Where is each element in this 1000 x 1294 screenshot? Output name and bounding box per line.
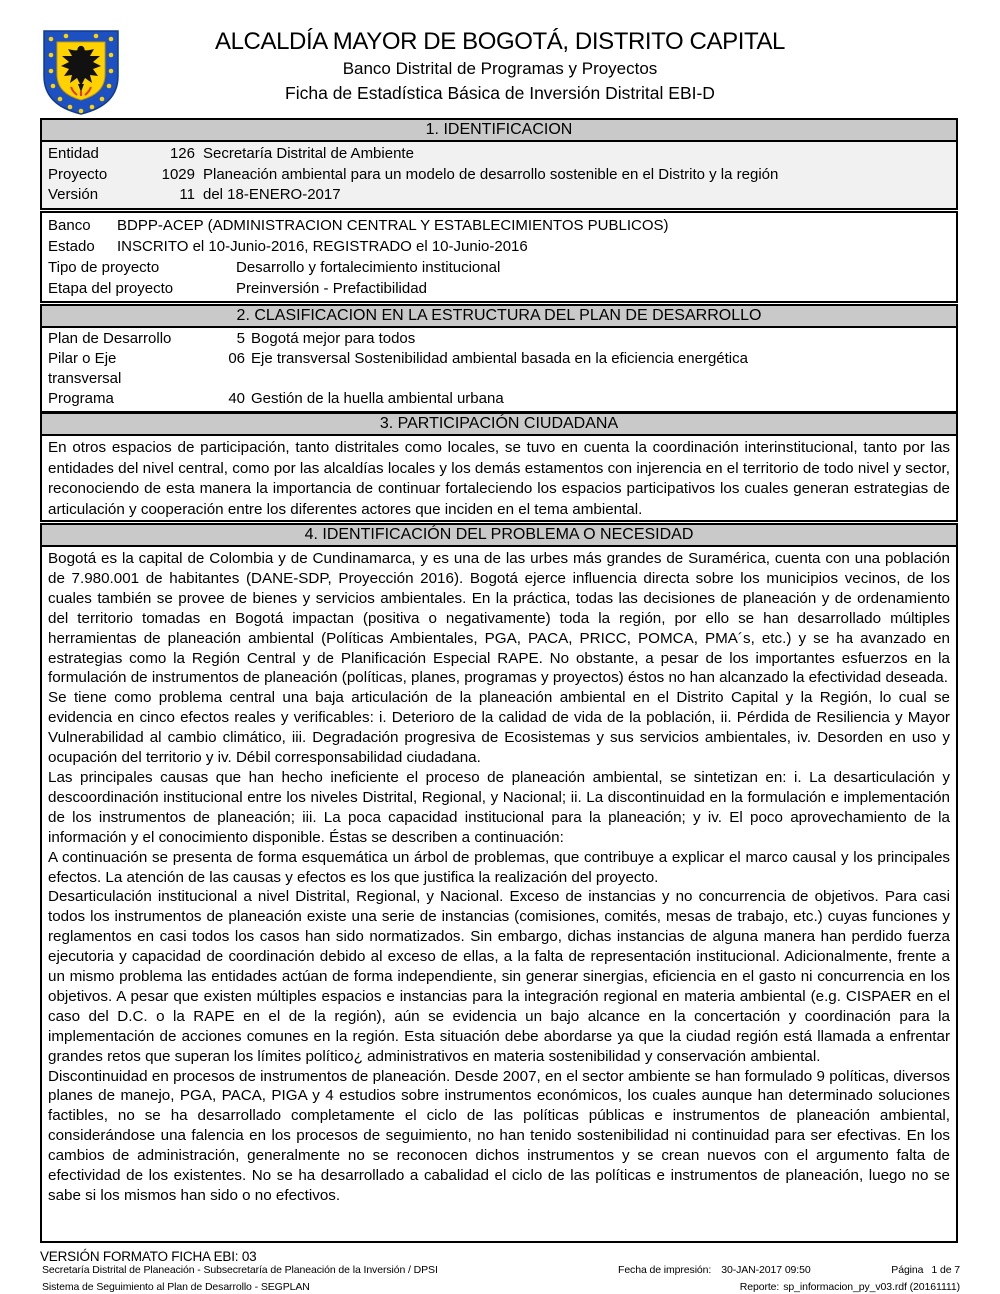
page-value: 1 de 7 — [931, 1264, 960, 1276]
field-label: Etapa del proyecto — [48, 280, 174, 297]
field-row-plan-de-desarrollo — [48, 329, 950, 349]
field-row-entidad — [48, 144, 950, 165]
section-classification — [40, 304, 958, 413]
section-3-title: 3. PARTICIPACIÓN CIUDADANA — [42, 414, 956, 436]
problem-body — [42, 547, 956, 1241]
problem-paragraph: Bogotá es la capital de Colombia y de Cundinamarca, y es una de las urbes más grandes de Suramérica, cuenta con una población de 7.980.001 de habitantes (DANE-SDP, Proyección 2016). Bogotá ejerce influencia directa sobre los municipios vecinos, de los cuales también se provee de bienes y servicios ambientales. En la práctica, todas las decisiones de planeación y de ordenamiento del territorio tomadas en Bogotá impactan (positiva o negativamente) toda la región, por ello se han desarrollado múltiples herramientas de planeación ambiental (Políticas Ambientales, PGA, PACA, PRICC, POMCA, PMA´s, etc.) y se ha avanzado en estrategias como la Región Central y de Planificación Especial RAPE. No obstante, a pesar de los importantes esfuerzos en la formulación de instrumentos de planeación (políticas, planes, programas y proyectos) éstos no han alcanzado la efectividad deseada. — [48, 550, 950, 687]
section-identificacion-problema — [40, 523, 958, 1243]
field-label: Proyecto — [48, 165, 108, 183]
field-label: Pilar o Eje transversal — [48, 350, 122, 387]
field-label: Entidad — [48, 145, 99, 162]
identification-rows — [42, 142, 956, 208]
field-value: Gestión de la huella ambiental urbana — [251, 390, 504, 407]
print-date-value: 30-JAN-2017 09:50 — [721, 1264, 811, 1276]
classification-rows — [42, 328, 956, 411]
field-row-etapa-del-proyecto — [48, 278, 950, 299]
page-label: Página — [891, 1264, 924, 1276]
footer-report — [740, 1281, 960, 1293]
field-value: INSCRITO el 10-Junio-2016, REGISTRADO el 10-Junio-2016 — [117, 238, 528, 255]
field-row-programa — [48, 389, 950, 409]
field-label: Programa — [48, 390, 114, 407]
field-value: Eje transversal Sostenibilidad ambiental basada en la eficiencia energética — [251, 350, 748, 367]
field-value: Desarrollo y fortalecimiento institucional — [236, 259, 501, 276]
field-label: Tipo de proyecto — [48, 259, 160, 276]
problem-paragraph: Se tiene como problema central una baja articulación de la planeación ambiental en el Distrito Capital y la Región, lo cual se evidencia en cinco efectos reales y verificables: i. Deterioro de la calidad de vida de la población, ii. Pérdida de Resiliencia y Mayor Vulnerabilidad al cambio climático, iii. Degradación progresiva de Ecosistemas y sus servicios ambientales, iv. Desorden en uso y ocupación del territorio y iv. Débil corresponsabilidad ciudadana. — [48, 689, 950, 767]
field-code: 06 — [228, 350, 245, 367]
format-version-line: VERSIÓN FORMATO FICHA EBI: 03 — [40, 1249, 257, 1264]
field-label: Plan de Desarrollo — [48, 330, 172, 347]
footer-print-date — [618, 1264, 811, 1276]
field-row-pilar-o-eje — [48, 349, 950, 389]
section-1-title: 1. IDENTIFICACION — [42, 120, 956, 142]
section-identification — [40, 118, 958, 210]
field-row-proyecto — [48, 165, 950, 186]
section-participacion-ciudadana — [40, 412, 958, 522]
section-4-title: 4. IDENTIFICACIÓN DEL PROBLEMA O NECESIDAD — [42, 525, 956, 547]
field-label: Estado — [48, 238, 95, 255]
field-row-version — [48, 185, 950, 206]
field-label: Versión — [48, 186, 99, 203]
field-code: 11 — [179, 186, 195, 203]
document-header — [130, 28, 870, 104]
problem-paragraph: Desarticulación institucional a nivel Distrital, Regional, y Nacional. Exceso de instancias y no concurrencia de objetivos. Para casi todos los instrumentos de planeación existe una serie de instancias (comisiones, comités, mesas de trabajo, etc.) cuyas funciones y reglamentos en casi todos los casos han sido normatizados. Sin embargo, dichas instancias de alguna manera han perdido fuerza ejecutoria y capacidad de coordinación debido al exceso de ellas, a la falta de representación institucional. Adicionalmente, frente a un mismo problema las entidades actúan de forma independiente, sin generar sinergias, eficiencia en el gasto ni concurrencia en los objetivos. A pesar que existen múltiples espacios e instancias para la integración regional en materia ambiental (e.g. CISPAER en el caso del D.C. o la RAPE en el de la región), aún se evidencia un bajo alcance en la concertación y coordinación para la implementación de acciones comunes en la región. Esta situación debe abordarse ya que la ciudad región está llamada a enfrentar grandes retos que superan los límites político¿ administrativos en materia sostenibilidad y conservación ambiental. — [48, 888, 950, 1065]
field-label: Banco — [48, 217, 91, 234]
footer-entity-line: Secretaría Distrital de Planeación - Subsecretaría de Planeación de la Inversión / DPSI — [42, 1264, 438, 1276]
field-value: BDPP-ACEP (ADMINISTRACION CENTRAL Y ESTABLECIMIENTOS PUBLICOS) — [117, 217, 669, 234]
field-row-estado — [48, 236, 950, 257]
document-title: ALCALDÍA MAYOR DE BOGOTÁ, DISTRITO CAPITAL — [215, 28, 785, 55]
problem-paragraph: Discontinuidad en procesos de instrumentos de planeación. Desde 2007, en el sector ambiente se han formulado 9 políticas, diversos planes de manejo, PGA, PACA, PIGA y 4 estudios sobre instrumentos económicos, los cuales aunque han determinado soluciones factibles, no se ha desarrollado completamente el ciclo de las políticas públicas e instrumentos de planeación ambiental, considerándose una falencia en los procesos de seguimiento, no han tenido sostenibilidad ni continuidad para ser efectivas. En los cambios de administración, generalmente no se reconocen dichos instrumentos y se crean nuevos con el argumento falta de efectividad de los existentes. No se ha desarrollado a cabalidad el ciclo de las políticas e instrumentos de planeación, luego no se sabe si los mismos han sido o no efectivos. — [48, 1067, 950, 1204]
field-row-banco — [48, 215, 950, 236]
problem-paragraph: A continuación se presenta de forma esquemática un árbol de problemas, que contribuye a explicar el marco causal y los principales efectos. La atención de las causas y efectos es los que justifica la realización del proyecto. — [48, 848, 950, 886]
field-code: 126 — [169, 145, 195, 162]
field-code: 40 — [228, 390, 245, 407]
field-code: 5 — [236, 330, 245, 347]
report-value: sp_informacion_py_v03.rdf (20161111) — [783, 1281, 960, 1293]
report-label: Reporte: — [739, 1281, 780, 1293]
field-row-tipo-de-proyecto — [48, 257, 950, 278]
field-code: 1029 — [161, 165, 195, 183]
field-value: Preinversión - Prefactibilidad — [236, 280, 427, 297]
footer-system-line: Sistema de Seguimiento al Plan de Desarrollo - SEGPLAN — [42, 1281, 310, 1293]
shield-icon — [40, 28, 122, 116]
field-value: del 18-ENERO-2017 — [203, 186, 341, 203]
participation-body: En otros espacios de participación, tanto distritales como locales, se tuvo en cuenta la coordinación interinstitucional, tanto por las entidades del nivel central, como por las alcaldías locales y los demás estamentos con injerencia en el territorio de todo nivel y sector, reconociendo de esta manera la importancia de continuar fortaleciendo los espacios participativos los cuales generan estrategias de articulación y cooperación entre los diferentes actores que inciden en el tema ambiental. — [48, 439, 950, 518]
field-value: Planeación ambiental para un modelo de desarrollo sostenible en el Distrito y la región — [203, 165, 779, 183]
print-date-label: Fecha de impresión: — [618, 1264, 712, 1276]
field-value: Secretaría Distrital de Ambiente — [203, 145, 414, 162]
footer-page-number — [891, 1264, 960, 1276]
document-subtitle: Banco Distrital de Programas y Proyectos — [342, 59, 658, 78]
field-value: Bogotá mejor para todos — [251, 330, 416, 347]
document-form-name: Ficha de Estadística Básica de Inversión Distrital EBI-D — [285, 83, 715, 103]
identification-details-box — [40, 211, 958, 303]
bogota-coat-of-arms-logo — [40, 28, 122, 116]
problem-paragraph: Las principales causas que han hecho ineficiente el proceso de planeación ambiental, se sintetizan en: i. La desarticulación y descoordinación institucional entre los niveles Distrital, Regional, y Nacional; ii. La discontinuidad en la formulación e implementación de los instrumentos de planeación; iii. La poca capacidad institucional para la planeación; y iv. El poco aprovechamiento de la información y el conocimiento disponible. Éstas se describen a continuación: — [48, 768, 950, 846]
section-2-title: 2. CLASIFICACION EN LA ESTRUCTURA DEL PLAN DE DESARROLLO — [42, 306, 956, 328]
